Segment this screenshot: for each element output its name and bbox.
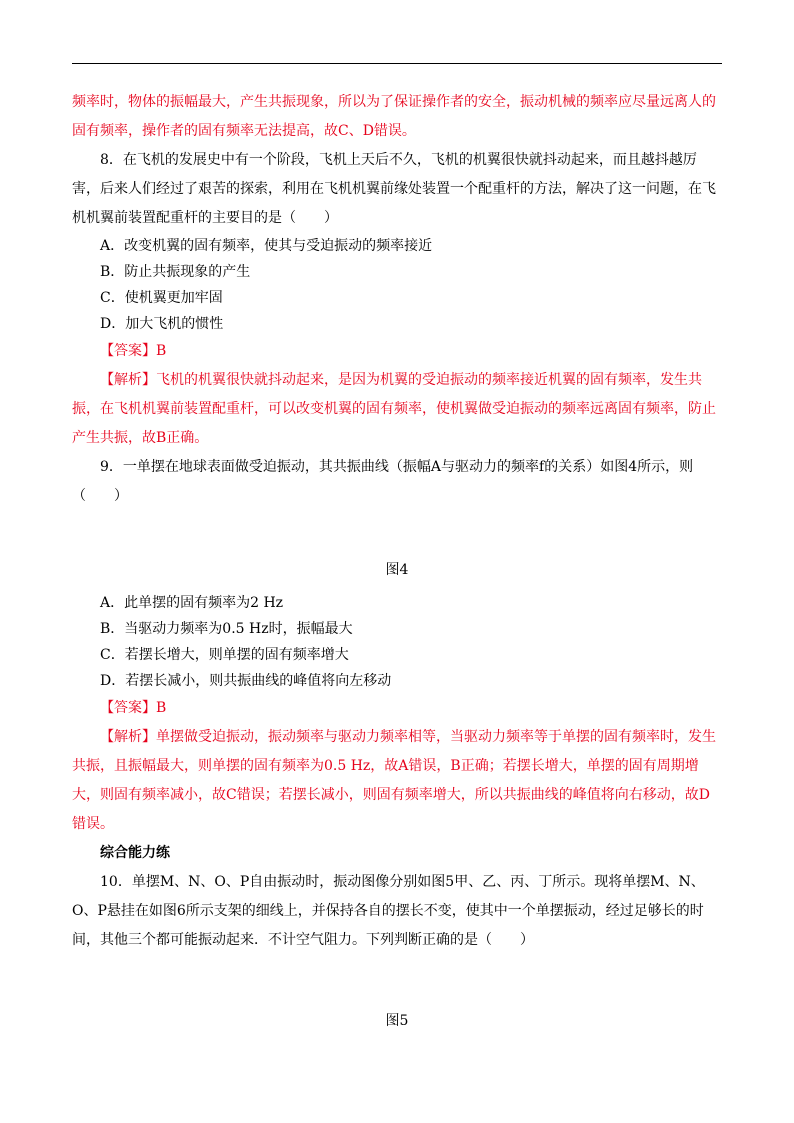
q9-option-a: A．此单摆的固有频率为2 Hz	[100, 595, 284, 611]
prev-analysis-text: 频率时，物体的振幅最大，产生共振现象，所以为了保证操作者的安全，振动机械的频率应尽量远离人的固有频率，操作者的固有频率无法提高，故C、D错误。	[72, 94, 716, 139]
q8-option-a: A．改变机翼的固有频率，使其与受迫振动的频率接近	[100, 238, 433, 254]
q9-option-c: C．若摆长增大，则单摆的固有频率增大	[100, 647, 349, 663]
q8-answer: 【答案】B	[100, 343, 167, 359]
header-rule	[72, 63, 722, 64]
section-heading: 综合能力练	[100, 845, 170, 861]
q8-option-d: D．加大飞机的惯性	[100, 316, 224, 332]
figure-5-caption: 图5	[385, 1013, 409, 1029]
q9-option-b: B．当驱动力频率为0.5 Hz时，振幅最大	[100, 621, 353, 637]
question-9: 9．一单摆在地球表面做受迫振动，其共振曲线（振幅A与驱动力的频率f的关系）如图4所示，则（ ）	[72, 459, 694, 504]
figure-4-placeholder	[72, 511, 722, 560]
q9-answer: 【答案】B	[100, 700, 167, 716]
q8-option-b: B．防止共振现象的产生	[100, 264, 251, 280]
figure-4-caption: 图4	[385, 562, 409, 578]
figure-5-placeholder	[72, 955, 722, 1011]
q8-analysis: 【解析】飞机的机翼很快就抖动起来，是因为机翼的受迫振动的频率接近机翼的固有频率，发生共振，在飞机机翼前装置配重杆，可以改变机翼的固有频率，使机翼做受迫振动的频率远离固有频率，防止产生共振，故B正确。	[72, 372, 716, 446]
question-10: 10．单摆M、N、O、P自由振动时，振动图像分别如图5甲、乙、丙、丁所示。现将单摆M、N、O、P悬挂在如图6所示支架的细线上，并保持各自的摆长不变，使其中一个单摆振动，经过足够长的时间，其他三个都可能振动起来．不计空气阻力。下列判断正确的是（ ）	[72, 874, 705, 948]
q8-option-c: C．使机翼更加牢固	[100, 290, 223, 306]
q9-option-d: D．若摆长减小，则共振曲线的峰值将向左移动	[100, 673, 392, 689]
question-8: 8．在飞机的发展史中有一个阶段，飞机上天后不久，飞机的机翼很快就抖动起来，而且越抖越厉害，后来人们经过了艰苦的探索，利用在飞机机翼前缘处装置一个配重杆的方法，解决了这一问题，在飞机机翼前装置配重杆的主要目的是（ ）	[72, 152, 716, 226]
document-body	[72, 88, 722, 1031]
q9-analysis: 【解析】单摆做受迫振动，振动频率与驱动力频率相等，当驱动力频率等于单摆的固有频率时，发生共振，且振幅最大，则单摆的固有频率为0.5 Hz，故A错误，B正确；若摆长增大，单摆的固有周期增大，则固有频率减小，故C错误；若摆长减小，则固有频率增大，所以共振曲线的峰值将向右移动，故D错误。	[72, 729, 716, 832]
